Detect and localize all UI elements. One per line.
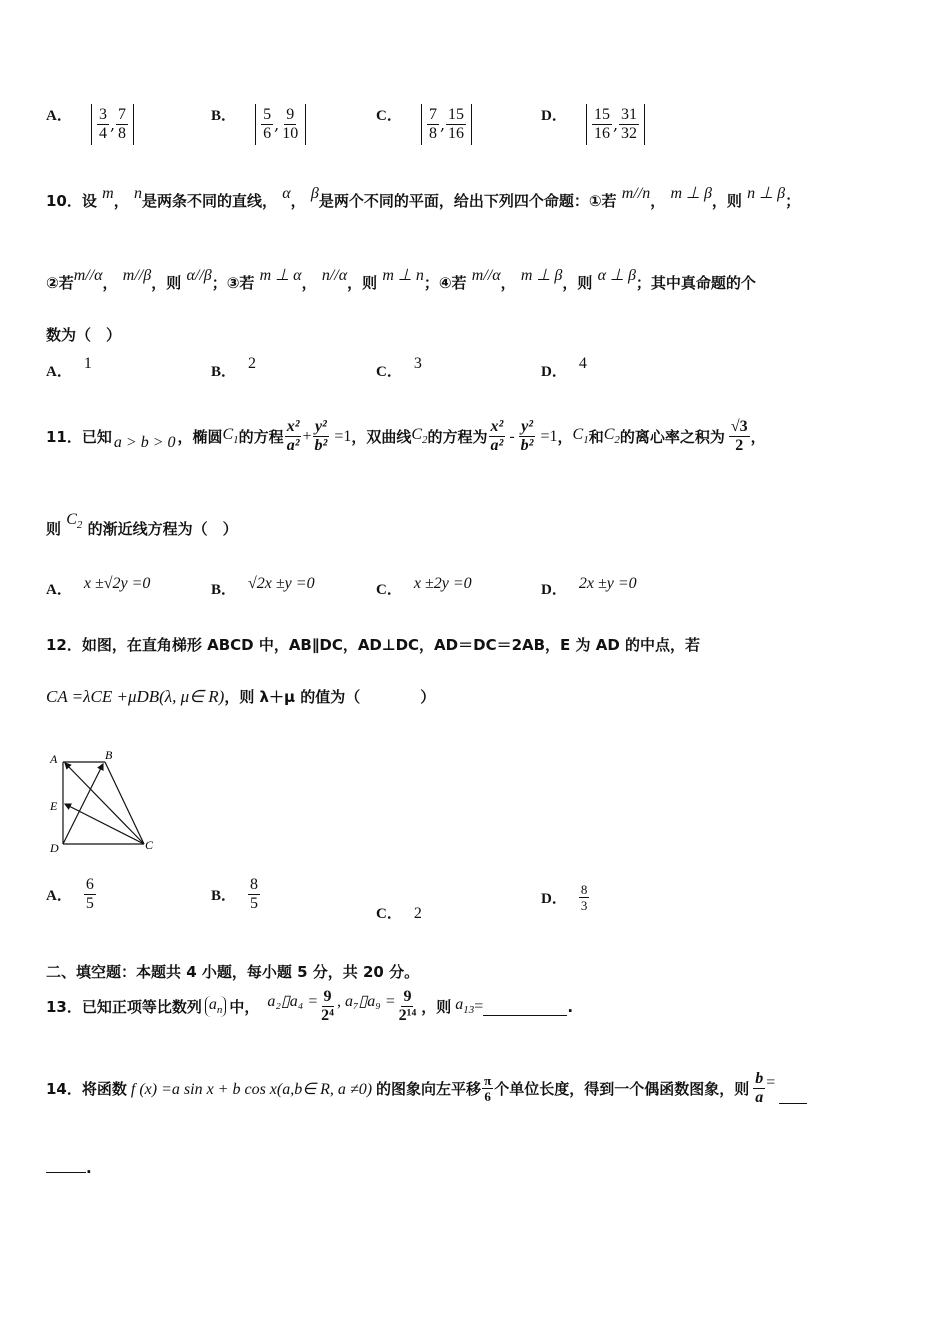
vector-ca (65, 763, 144, 844)
math: m ⊥ β (520, 267, 563, 284)
fraction: $\frac{9}{\text{2¹⁴}}$ (398, 988, 417, 1024)
text: ， (113, 192, 129, 210)
math: =1 (334, 427, 352, 445)
text: 的方程为 (427, 428, 488, 446)
math: α//β (186, 267, 212, 284)
fraction: $\frac{5}{6}$ (263, 106, 272, 142)
math: m ⊥ α (259, 267, 302, 284)
option-label: C． (376, 582, 402, 598)
text: 的图象向左平移 (376, 1080, 482, 1098)
text: ，则 (711, 192, 742, 210)
fraction: $\frac{8}{3}$ (580, 882, 588, 913)
text: ②若 (46, 274, 74, 292)
fraction: $\frac{9}{10}$ (282, 106, 299, 142)
text: ；③若 (211, 274, 255, 292)
question-number: 10． (46, 192, 82, 210)
text: 的离心率之积为 (619, 428, 725, 446)
fraction: $\frac{\text{y²}}{\text{b²}}$ (520, 418, 534, 454)
q10-option-c (376, 355, 422, 381)
point-d-label: D (50, 841, 59, 855)
option-label: B． (211, 364, 237, 380)
q12-option-b (211, 876, 261, 913)
fraction: $\frac{7}{8}$ (428, 106, 437, 142)
option-value: 2x ±y =0 (578, 575, 637, 592)
q10-option-b (211, 355, 257, 381)
math: $C_2$ (66, 511, 83, 532)
text: ，椭圆 (177, 428, 223, 446)
option-label: B． (211, 582, 237, 598)
vector-expression: CA =λCE +μDB(λ, μ∈ R) (46, 687, 225, 706)
point-c-label: C (145, 838, 154, 852)
math: m (102, 185, 114, 202)
text: ，则 (562, 274, 593, 292)
math: $C_2$ (411, 426, 428, 447)
interval: $\frac{15}{16}$ , $\frac{31}{32}$ (586, 104, 645, 145)
text: ；④若 (423, 274, 467, 292)
text: ，双曲线 (351, 428, 412, 446)
q12-option-c (376, 902, 422, 923)
math: , a₇▯a₉ = (336, 992, 396, 1010)
q12-line1 (46, 634, 700, 655)
section-heading: 二、填空题：本题共 4 小题，每小题 5 分，共 20 分。 (46, 963, 420, 981)
option-value: 4 (578, 355, 587, 372)
q9-option-a (46, 104, 134, 145)
text: 是两个不同的平面，给出下列四个命题：①若 (318, 192, 617, 210)
interval: $\frac{3}{4}$ , $\frac{7}{8}$ (91, 104, 134, 145)
option-label: A． (46, 888, 72, 904)
text: 将函数 (81, 1080, 127, 1098)
question-number: 11． (46, 428, 82, 446)
point-e-label: E (50, 799, 58, 813)
fraction: $\frac{31}{32}$ (621, 106, 638, 142)
option-label: C． (376, 906, 402, 922)
fraction: $\frac{\text{y²}}{\text{b²}}$ (314, 418, 328, 454)
math: β (310, 185, 319, 202)
text: 则 (46, 520, 62, 538)
text: 中， (229, 998, 260, 1016)
option-label: A． (46, 108, 72, 124)
text: ； (785, 192, 801, 210)
q13-line (46, 988, 573, 1025)
math: α ⊥ β (597, 267, 636, 284)
fraction: $\frac{8}{5}$ (250, 876, 259, 912)
math: + (302, 427, 312, 445)
math: n ⊥ β (747, 185, 786, 202)
q12-line2 (46, 686, 435, 707)
text: 和 (588, 428, 604, 446)
segment-bc (105, 762, 144, 844)
fraction: $\frac{9}{\text{2⁴}}$ (321, 988, 334, 1024)
math: m ⊥ n (382, 267, 424, 284)
math: m//β (122, 267, 152, 284)
option-label: A． (46, 364, 72, 380)
text: 的方程 (238, 428, 284, 446)
q12-option-d (541, 882, 590, 913)
text: 是两条不同的直线， (141, 192, 277, 210)
option-label: C． (376, 364, 402, 380)
option-value: 2 (248, 355, 257, 372)
math: $C_1$ (222, 426, 239, 447)
text: ， (290, 192, 306, 210)
fraction: $\frac{b}{a}$ (755, 1070, 764, 1106)
option-label: D． (541, 891, 567, 907)
q11-line2 (46, 511, 238, 541)
math: α (282, 185, 291, 202)
question-number: 13． (46, 998, 82, 1016)
option-value: x ±√2y =0 (83, 575, 151, 592)
option-label: C． (376, 108, 402, 124)
fraction: $\frac{6}{5}$ (85, 876, 94, 912)
interval: $\frac{7}{8}$ , $\frac{15}{16}$ (421, 104, 472, 145)
text: ；其中真命题的个 (635, 274, 756, 292)
fraction: $\frac{\text{x²}}{\text{a²}}$ (286, 418, 300, 454)
q10-line3: 数为（ ） (46, 326, 122, 344)
fraction: $\frac{3}{4}$ (98, 106, 107, 142)
math: m//α (471, 267, 501, 284)
q14-line2 (46, 1156, 92, 1177)
text: . (86, 1159, 92, 1177)
option-value: 2 (413, 905, 422, 922)
q14-line1 (46, 1070, 807, 1107)
text: ，则 (151, 274, 182, 292)
math: m//n (621, 185, 651, 202)
text: 个单位长度，得到一个偶函数图象，则 (494, 1080, 750, 1098)
text: . (567, 997, 574, 1016)
trapezoid-figure (46, 748, 166, 858)
question-number: 14． (46, 1080, 82, 1098)
q9-option-c (376, 104, 472, 145)
text: 已知 (81, 428, 112, 446)
option-label: A． (46, 582, 72, 598)
option-label: B． (211, 888, 237, 904)
q9-option-b (211, 104, 306, 145)
text: 已知正项等比数列 (81, 998, 202, 1016)
math: m ⊥ β (670, 185, 712, 202)
text: ， (301, 274, 317, 292)
math: n//α (321, 267, 348, 284)
q11-option-d (541, 575, 637, 599)
option-value: √2x ±y =0 (248, 575, 315, 592)
math: a > b > 0 (113, 433, 176, 451)
fraction: $\frac{√3}{2}$ (730, 418, 748, 454)
answer-blank[interactable] (483, 997, 567, 1016)
q11-option-c (376, 575, 472, 599)
fraction: $\frac{\pi}{6}$ (484, 1073, 492, 1104)
point-a-label: A (50, 752, 58, 766)
fraction: $\frac{7}{8}$ (118, 106, 127, 142)
sequence: $a_n$ (205, 996, 227, 1016)
math: $C_1$ (572, 426, 589, 447)
math: m//α (73, 267, 103, 284)
math: a₂▯a₄ = (267, 992, 319, 1010)
point-b-label: B (105, 748, 113, 762)
text: ， (500, 274, 516, 292)
math: $a_{13}$ (455, 996, 475, 1017)
q10-option-a (46, 355, 92, 381)
answer-blank[interactable] (779, 1073, 807, 1104)
vector-ce (65, 804, 144, 844)
text: 设 (81, 192, 97, 210)
q10-line2 (46, 267, 756, 293)
question-number: 12． (46, 636, 82, 654)
math: $C_2$ (603, 426, 620, 447)
text: ，则 (421, 998, 452, 1016)
vector-db (63, 764, 103, 844)
text: 如图，在直角梯形 ABCD 中，AB∥DC，AD⊥DC，AD＝DC＝2AB，E 为 AD 的中点，若 (81, 636, 701, 654)
q11-option-b (211, 575, 315, 599)
option-value: 3 (413, 355, 422, 372)
q9-option-d (541, 104, 645, 145)
option-label: D． (541, 364, 567, 380)
math: f (x) =a sin x + b cos x(a,b∈ R, a ≠0) (130, 1080, 373, 1098)
fraction: $\frac{15}{16}$ (448, 106, 465, 142)
fraction: $\frac{\text{x²}}{\text{a²}}$ (490, 418, 504, 454)
math: = (766, 1073, 776, 1091)
q10-line1 (46, 185, 801, 211)
q11-line1 (46, 418, 766, 455)
text: ， (102, 274, 118, 292)
q12-option-a (46, 876, 97, 913)
q11-option-a (46, 575, 151, 599)
option-label: D． (541, 108, 567, 124)
text: ， (557, 428, 573, 446)
option-value: x ±2y =0 (413, 575, 472, 592)
math: - (509, 427, 515, 445)
text: ， (650, 192, 666, 210)
text: ，则 λ＋μ 的值为（ ） (224, 688, 436, 706)
q10-option-d (541, 355, 587, 381)
answer-blank-continued[interactable] (46, 1156, 86, 1173)
text: ，则 (347, 274, 378, 292)
math: =1 (540, 427, 558, 445)
option-value: 1 (83, 355, 92, 372)
option-label: D． (541, 582, 567, 598)
fraction: $\frac{15}{16}$ (593, 106, 610, 142)
math: = (474, 997, 484, 1015)
text: 的渐近线方程为（ ） (87, 520, 238, 538)
interval: $\frac{5}{6}$ , $\frac{9}{10}$ (255, 104, 306, 145)
option-label: B． (211, 108, 237, 124)
math: n (133, 185, 142, 202)
text: ， (750, 428, 766, 446)
